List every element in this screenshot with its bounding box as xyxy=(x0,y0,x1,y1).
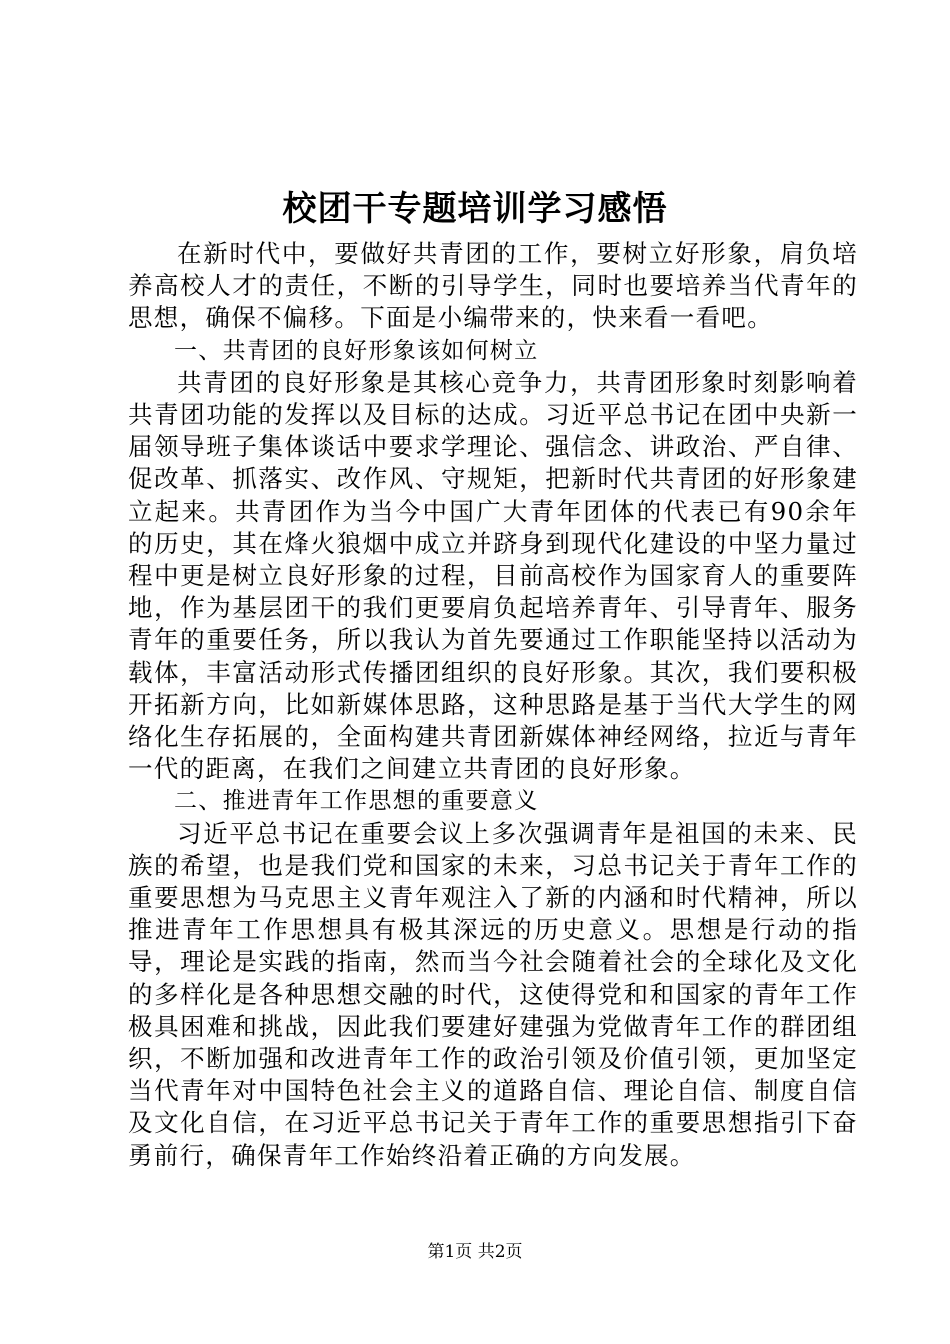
intro-paragraph: 在新时代中，要做好共青团的工作，要树立好形象，肩负培养高校人才的责任，不断的引导学生，同时也要培养当代青年的思想，确保不偏移。下面是小编带来的，快来看一看吧。 xyxy=(128,239,858,333)
section-2-heading: 二、推进青年工作思想的重要意义 xyxy=(174,788,539,815)
section-2-paragraph: 习近平总书记在重要会议上多次强调青年是祖国的未来、民族的希望，也是我们党和国家的未来，习总书记关于青年工作的重要思想为马克思主义青年观注入了新的内涵和时代精神，所以推进青年工作思想具有极其深远的历史意义。思想是行动的指导，理论是实践的指南，然而当今社会随着社会的全球化及文化的多样化是各种思想交融的时代，这使得党和和国家的青年工作极具困难和挑战，因此我们要建好建强为党做青年工作的群团组织，不断加强和改进青年工作的政治引领及价值引领，更加坚定当代青年对中国特色社会主义的道路自信、理论自信、制度自信及文化自信，在习近平总书记关于青年工作的重要思想指引下奋勇前行，确保青年工作始终沿着正确的方向发展。 xyxy=(128,818,858,1170)
document-title: 校团干专题培训学习感悟 xyxy=(282,189,668,229)
section-1-heading: 一、共青团的良好形象该如何树立 xyxy=(174,337,539,364)
page-footer: 第1页 共2页 xyxy=(427,1242,523,1262)
section-1-paragraph: 共青团的良好形象是其核心竞争力，共青团形象时刻影响着共青团功能的发挥以及目标的达成。习近平总书记在团中央新一届领导班子集体谈话中要求学理论、强信念、讲政治、严自律、促改革、抓落实、改作风、守规矩，把新时代共青团的好形象建立起来。共青团作为当今中国广大青年团体的代表已有90余年的历史，其在烽火狼烟中成立并跻身到现代化建设的中坚力量过程中更是树立良好形象的过程，目前高校作为国家育人的重要阵地，作为基层团干的我们更要肩负起培养青年、引导青年、服务青年的重要任务，所以我认为首先要通过工作职能坚持以活动为载体，丰富活动形式传播团组织的良好形象。其次，我们要积极开拓新方向，比如新媒体思路，这种思路是基于当代大学生的网络化生存拓展的，全面构建共青团新媒体神经网络，拉近与青年一代的距离，在我们之间建立共青团的良好形象。 xyxy=(128,367,858,784)
document-body xyxy=(128,238,858,1172)
